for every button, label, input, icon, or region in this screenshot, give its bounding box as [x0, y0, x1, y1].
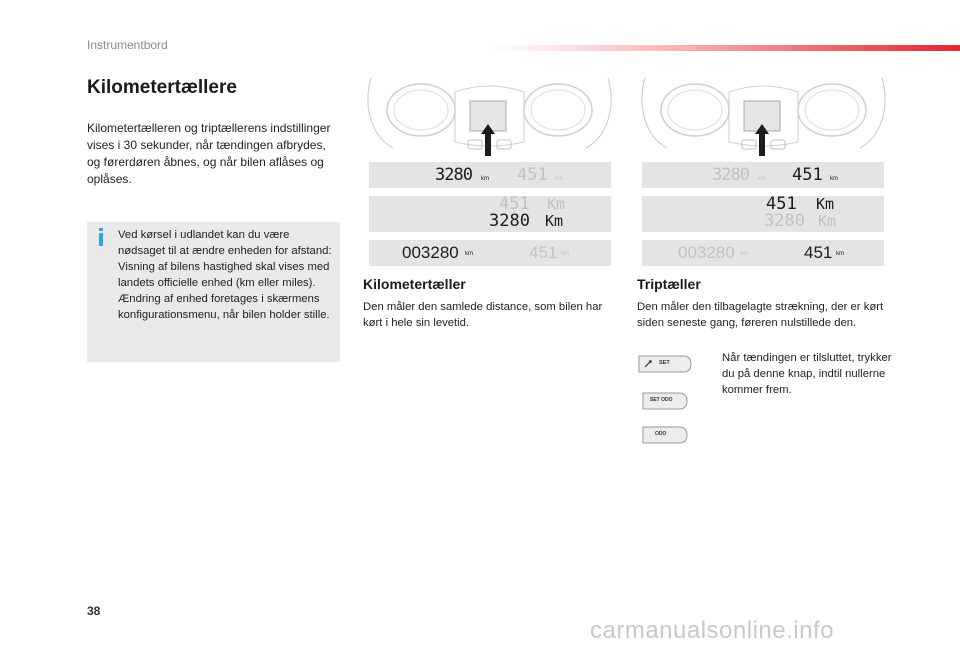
set-button-label: SET: [659, 360, 670, 366]
odometer-display-1-total-unit: km: [481, 176, 489, 182]
trip-description: Den måler den tilbagelagte strækning, der er kørt siden seneste gang, føreren nulstillede den.: [637, 301, 884, 329]
trip-display-1-total-unit: km: [758, 176, 766, 182]
odometer-display-2-trip: 451: [499, 194, 530, 214]
odo-button-illustration: [641, 424, 689, 446]
trip-display-2-trip: 451: [766, 194, 797, 214]
info-icon: [96, 228, 106, 246]
odometer-display-3-total-unit: km: [465, 251, 473, 257]
trip-display-3-total-unit: km: [741, 251, 749, 257]
watermark: carmanualsonline.info: [590, 617, 834, 644]
trip-display-3: [642, 240, 884, 266]
trip-display-2-total-unit: Km: [818, 212, 837, 230]
trip-heading: Triptæller: [637, 276, 701, 292]
trip-reset-instruction: Når tændingen er tilsluttet, trykker du på denne knap, indtil nullerne kommer frem.: [722, 352, 892, 396]
trip-display-2-total: 3280: [764, 211, 805, 231]
trip-display-3-trip-unit: km: [836, 251, 844, 257]
odometer-display-2-trip-unit: Km: [547, 195, 566, 213]
odometer-display-3-trip-unit: km: [561, 251, 569, 257]
set-odo-button-label: SET ODO: [650, 397, 673, 403]
trip-display-1-trip-unit: km: [830, 176, 838, 182]
trip-display-3-total: 003280: [678, 243, 735, 262]
trip-display-1-total: 3280: [712, 165, 749, 185]
odometer-display-3-total: 003280: [402, 243, 459, 262]
odometer-display-1: [369, 162, 611, 188]
page-number: 38: [87, 604, 101, 618]
odometer-display-3: [369, 240, 611, 266]
trip-display-2-trip-unit: Km: [816, 195, 835, 213]
trip-display-1-trip: 451: [792, 165, 823, 185]
set-odo-button-illustration: [641, 390, 689, 412]
odometer-display-1-trip: 451: [517, 165, 548, 185]
odometer-display-2-total-unit: Km: [545, 212, 564, 230]
intro-paragraph: Kilometertælleren og triptællerens indstillinger vises i 30 sekunder, når tændingen afbrydes, og førerdøren åbnes, og når bilen aflåses og oplåses.: [87, 121, 331, 186]
odometer-display-2-total: 3280: [489, 211, 530, 231]
instrument-cluster-illustration-odometer: [363, 76, 616, 158]
odometer-display-2: [369, 196, 611, 232]
instrument-cluster-illustration-trip: [637, 76, 890, 158]
odometer-display-3-trip: 451: [529, 243, 558, 262]
odometer-heading: Kilometertæller: [363, 276, 466, 292]
set-button-illustration: [637, 352, 693, 376]
trip-display-1: [642, 162, 884, 188]
header-accent-bar: [490, 45, 960, 51]
odometer-display-1-trip-unit: km: [555, 176, 563, 182]
info-note: Ved kørsel i udlandet kan du være nødsaget til at ændre enheden for afstand: Visning af bilens hastighed skal vises med landets officielle enhed (km eller miles). Ændring af enhed foretages i skærmens konfigurationsmenu, når bilen holder stille.: [118, 229, 332, 321]
section-header: Instrumentbord: [87, 38, 168, 52]
odometer-description: Den måler den samlede distance, som bilen har kørt i hele sin levetid.: [363, 301, 603, 329]
page-title: Kilometertællere: [87, 77, 237, 98]
trip-display-2: [642, 196, 884, 232]
odometer-display-1-total: 3280: [435, 165, 472, 185]
odo-button-label: ODO: [655, 431, 667, 437]
trip-display-3-trip: 451: [804, 243, 833, 262]
